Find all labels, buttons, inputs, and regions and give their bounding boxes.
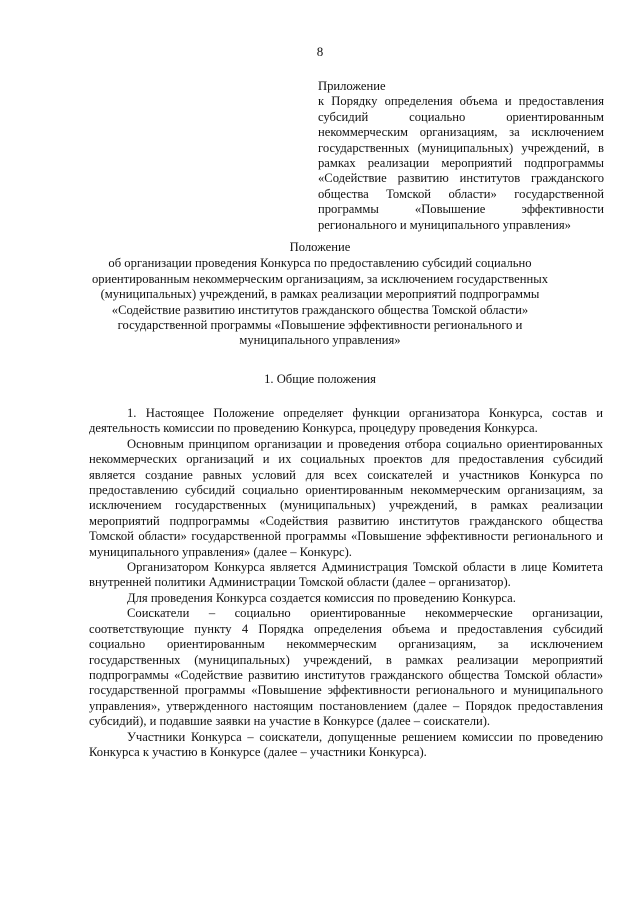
- paragraph: Для проведения Конкурса создается комиссия по проведению Конкурса.: [127, 590, 516, 605]
- paragraph: Участники Конкурса – соискатели, допущенные решением комиссии по проведению Конкурса к участию в Конкурсе (далее – участники Конкурса).: [89, 729, 603, 759]
- page-number: 8: [316, 44, 324, 59]
- appendix-body: к Порядку определения объема и предоставления субсидий социально ориентированным некоммерческим организациям, за исключением государственных (муниципальных) учреждений, в рамках реализации мероприятий подпрограммы «Содействие развитию институтов гражданского общества Томской области» государственной программы «Повышение эффективности регионального и муниципального управления»: [318, 94, 604, 232]
- appendix-block: [318, 79, 604, 233]
- paragraph: Соискатели – социально ориентированные некоммерческие организации, соответствующие пункту 4 Порядка определения объема и предоставления субсидий социально ориентированным некоммерческим организациям, за исключением государственных (муниципальных) учреждений, в рамках реализации мероприятий подпрограммы «Содействие развитию институтов гражданского общества Томской области» государственной программы «Повышение эффективности регионального и муниципального управления», утвержденного настоящим постановлением (далее – Порядок предоставления субсидий), и подавшие заявки на участие в Конкурсе (далее – соискатели).: [89, 606, 603, 729]
- paragraph: 1. Настоящее Положение определяет функции организатора Конкурса, состав и деятельность комиссии по проведению Конкурса, процедуру проведения Конкурса.: [89, 406, 603, 436]
- section-heading: 1. Общие положения: [264, 372, 376, 386]
- appendix-title: Приложение: [318, 79, 386, 93]
- document-heading: Положение: [289, 240, 351, 254]
- paragraph: Основным принципом организации и проведения отбора социально ориентированных некоммерческих организаций и их социальных проектов для предоставления субсидий является создание равных условий для всех соискателей и участников Конкурса по предоставлению субсидий социально ориентированным некоммерческим организациям, за исключением государственных (муниципальных) учреждений, в рамках реализации мероприятий подпрограммы «Содействия развитию институтов гражданского общества Томской области» государственной программы «Повышение эффективности регионального и муниципального управления» (далее – Конкурс).: [89, 436, 603, 559]
- paragraph: Организатором Конкурса является Администрация Томской области в лице Комитета внутренней политики Администрации Томской области (далее – организатор).: [89, 560, 603, 590]
- document-subtitle: об организации проведения Конкурса по предоставлению субсидий социально ориентированным некоммерческим организациям, за исключением государственных (муниципальных) учреждений, в рамках реализации мероприятий подпрограммы «Содействие развитию институтов гражданского общества Томской области» государственной программы «Повышение эффективности регионального и муниципального управления»: [92, 256, 548, 348]
- section-content: [89, 406, 603, 760]
- document-title: [88, 240, 552, 349]
